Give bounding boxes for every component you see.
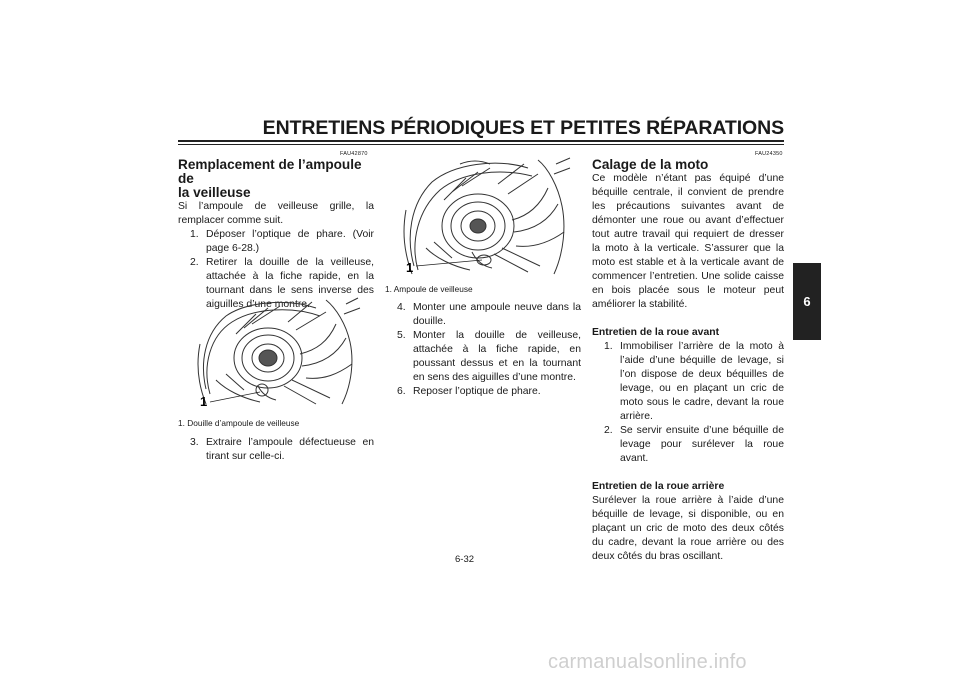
step-text: Immobiliser l’arrière de la moto à l’aide d’une béquille de levage, si l’on dispose de deux béquilles de levage, ou en plaçant un cric de moto sous le cadre, devant la roue arrière. [620, 341, 784, 422]
page-header-title: ENTRETIENS PÉRIODIQUES ET PETITES RÉPARATIONS [262, 117, 784, 139]
list-item [592, 340, 784, 424]
header-rule [178, 140, 784, 142]
step-text: Monter la douille de veilleuse, attachée à la fiche rapide, en poussant dessus et en la tournant en sens des aiguilles d’une montre. [413, 330, 581, 383]
bulb-figure [400, 156, 572, 278]
middle-column [385, 301, 581, 399]
step-text: Reposer l’optique de phare. [413, 386, 541, 397]
section-title [178, 158, 374, 200]
section-title-line-2: la veilleuse [178, 185, 251, 200]
header-rule-thin [178, 144, 784, 145]
step-number: 4. [397, 302, 406, 313]
list-item [385, 385, 581, 399]
subsection-heading: Entretien de la roue arrière [592, 481, 725, 492]
list-item [592, 424, 784, 466]
step-text: Extraire l’ampoule défectueuse en tirant sur celle-ci. [206, 437, 374, 462]
step-number: 3. [190, 437, 199, 448]
list-item [385, 329, 581, 385]
list-item [178, 436, 374, 464]
figure-caption: 1. Ampoule de veilleuse [385, 284, 473, 294]
right-column [592, 158, 784, 564]
figure-callout: 1 [200, 394, 208, 409]
chapter-tab[interactable] [793, 263, 821, 340]
step-number: 5. [397, 330, 406, 341]
bulb-socket-figure [196, 294, 362, 410]
left-column [178, 158, 374, 312]
watermark: carmanualsonline.info [548, 651, 747, 673]
intro-paragraph: Ce modèle n’étant pas équipé d’une béquille centrale, il convient de prendre les précautions suivantes avant de démonter une roue ou avant d’effectuer tout autre travail qui requiert de dresser la moto à la verticale. S’assurer que la moto est stable et à la verticale avant de commencer l’entretien. Une solide caisse en bois placée sous le moteur peut améliorer la stabilité. [592, 173, 784, 310]
step-number: 2. [190, 257, 199, 268]
step-text: Déposer l’optique de phare. (Voir page 6-28.) [206, 229, 374, 254]
step-number: 1. [190, 229, 199, 240]
rear-paragraph: Surélever la roue arrière à l’aide d’une béquille de levage, si disponible, ou en plaçant un cric de moto des deux côtés du cadre, devant la roue arrière ou des deux côtés du bras oscillant. [592, 495, 784, 562]
step-text: Se servir ensuite d’une béquille de levage pour surélever la roue avant. [620, 425, 784, 464]
figure-caption: 1. Douille d’ampoule de veilleuse [178, 418, 300, 428]
section-title-line-1: Remplacement de l’ampoule de [178, 157, 362, 186]
section-title: Calage de la moto [592, 157, 709, 172]
figure-callout: 1 [406, 260, 414, 275]
section-code: FAU42870 [340, 151, 368, 157]
section-code: FAU24350 [755, 151, 783, 157]
step-text: Retirer la douille de la veilleuse, attachée à la fiche rapide, en la tournant dans le sens inverse des aiguilles d’une montre. [206, 257, 374, 310]
list-item [178, 228, 374, 256]
step-number: 1. [604, 341, 613, 352]
list-item [385, 301, 581, 329]
chapter-number: 6 [803, 294, 811, 309]
intro-paragraph: Si l’ampoule de veilleuse grille, la remplacer comme suit. [178, 201, 374, 226]
step-number: 2. [604, 425, 613, 436]
page-number: 6-32 [455, 554, 475, 565]
subsection-heading: Entretien de la roue avant [592, 327, 720, 338]
left-column-continued [178, 436, 374, 464]
step-number: 6. [397, 386, 406, 397]
step-text: Monter une ampoule neuve dans la douille. [413, 302, 581, 327]
